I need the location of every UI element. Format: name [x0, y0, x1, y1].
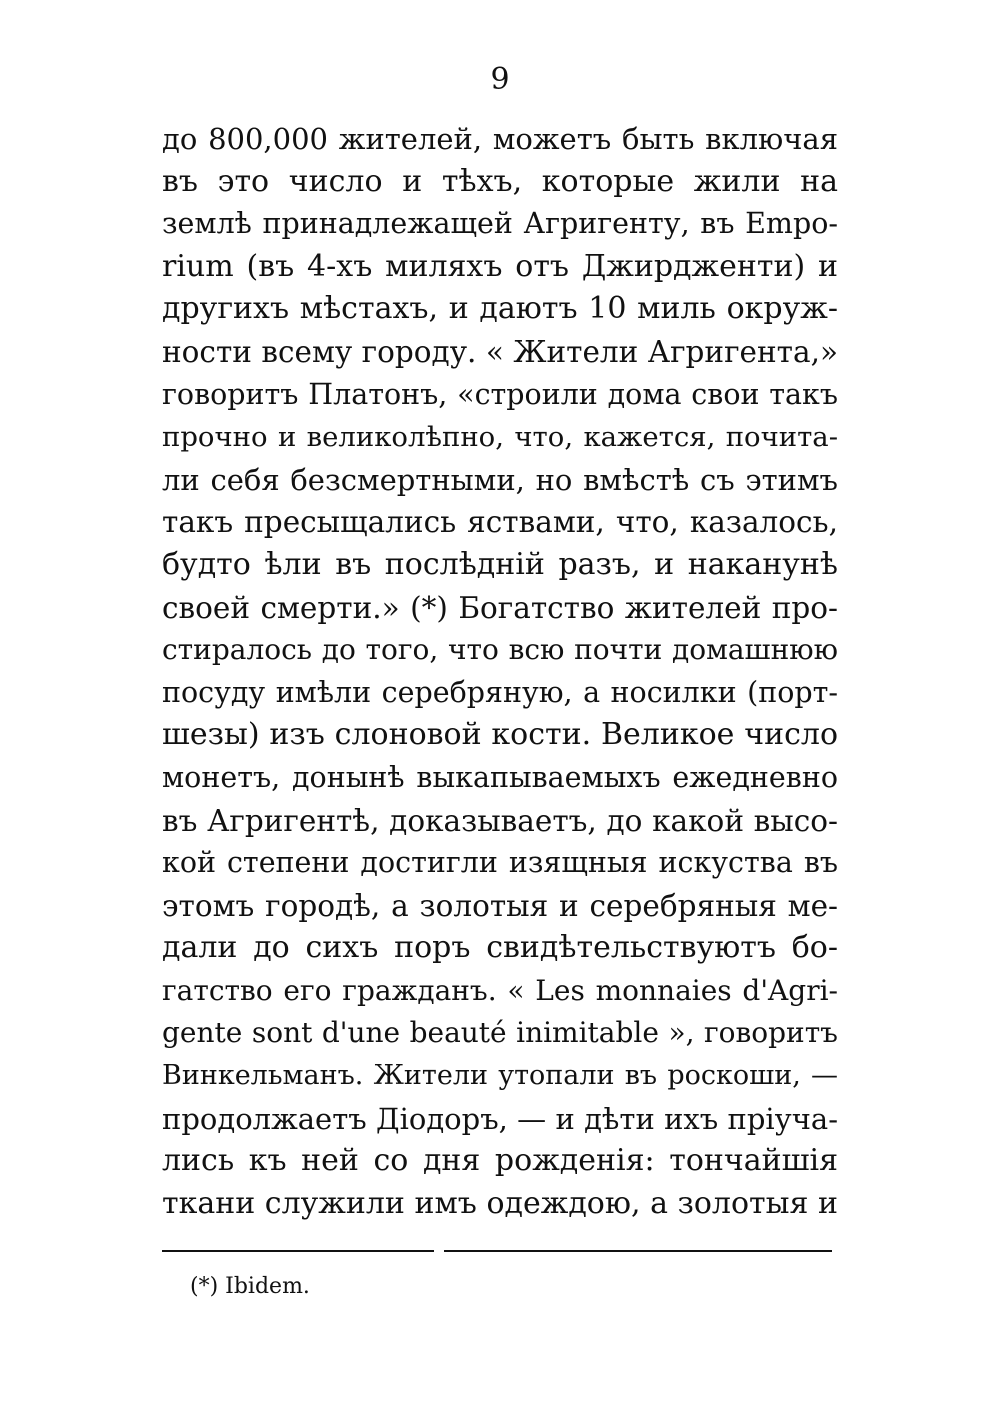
text-line: ткани служили имъ одеждою, а золотыя и: [162, 1185, 838, 1221]
text-line: до 800,000 жителей, можетъ быть включая: [162, 122, 838, 156]
footnote-divider-right: [444, 1250, 832, 1252]
text-line: стиралось до того, что всю почти домашнюю: [162, 633, 838, 667]
text-line: ли себя безсмертными, но вмѣстѣ съ этимъ: [162, 462, 838, 497]
footnote-divider-left: [162, 1250, 434, 1252]
footnote: (*) Ibidem.: [190, 1274, 310, 1299]
text-line: другихъ мѣстахъ, и даютъ 10 миль окруж-: [162, 291, 838, 327]
text-line: въ это число и тѣхъ, которые жили на: [162, 163, 838, 199]
text-line: шезы) изъ слоновой кости. Великое число: [162, 717, 838, 753]
text-line: такъ пресыщались яствами, что, казалось,: [162, 505, 838, 540]
text-line: лись къ ней со дня рожденія: тончайшія: [162, 1143, 838, 1179]
page-number: 9: [490, 62, 510, 97]
text-line: своей смерти.» (*) Богатство жителей про-: [162, 590, 838, 625]
text-line: продолжаетъ Діодоръ, — и дѣти ихъ пріуча-: [162, 1101, 838, 1136]
text-line: будто ѣли въ послѣдній разъ, и наканунѣ: [162, 546, 838, 582]
text-line: Винкельманъ. Жители утопали въ роскоши, —: [162, 1060, 838, 1092]
text-line: дали до сихъ поръ свидѣтельствуютъ бо-: [162, 930, 838, 966]
body-text: [162, 118, 838, 1225]
text-line: прочно и великолѣпно, что, кажется, почита-: [162, 421, 838, 454]
text-line: землѣ принадлежащей Агригенту, въ Empo-: [162, 207, 838, 241]
text-line: монетъ, донынѣ выкапываемыхъ ежедневно: [162, 760, 838, 794]
text-line: говоритъ Платонъ, «строили дома свои такъ: [162, 377, 838, 411]
text-line: гатство его гражданъ. « Les monnaies d'Agri-: [162, 973, 838, 1007]
text-line: посуду имѣли серебряную, а носилки (порт-: [162, 675, 838, 709]
text-line: rium (въ 4-хъ миляхъ отъ Джирдженти) и: [162, 248, 838, 284]
text-line: ности всему городу. « Жители Агригента,»: [162, 334, 838, 369]
text-line: этомъ городѣ, а золотыя и серебряныя ме-: [162, 888, 838, 923]
text-line: въ Агригентѣ, доказываетъ, до какой высо-: [162, 803, 838, 838]
text-line: gente sont d'une beauté inimitable », говоритъ: [162, 1016, 838, 1050]
text-line: кой степени достигли изящныя искуства въ: [162, 846, 838, 880]
